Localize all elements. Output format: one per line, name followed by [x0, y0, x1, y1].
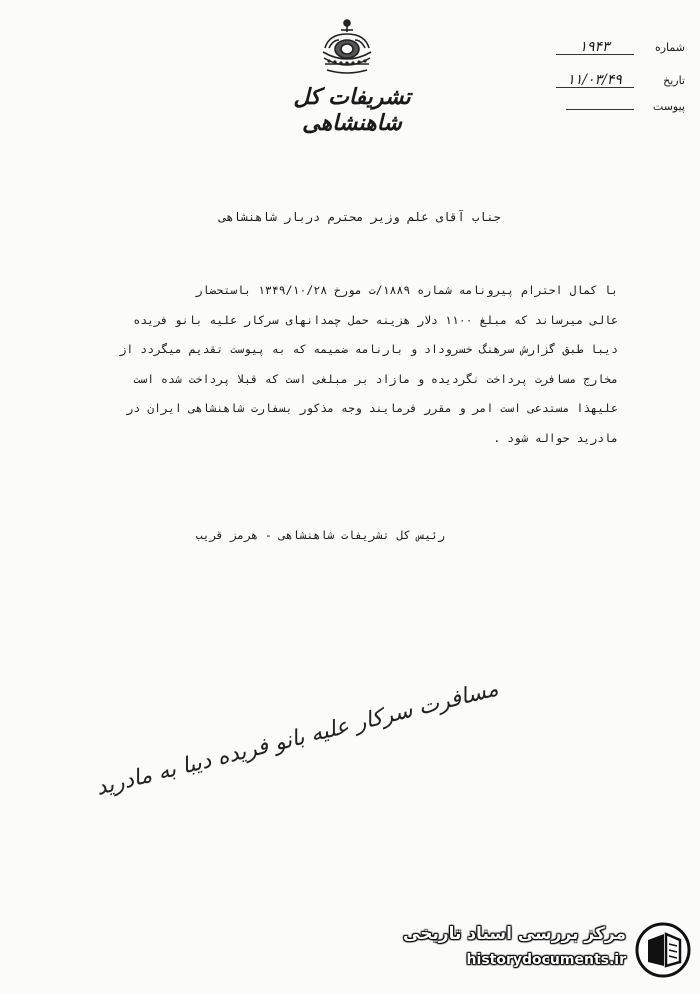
body-line: علیهذا مستدعی است امر و مقرر فرمایند وجه مذکور بسفارت شاهنشاهی ایران در: [126, 401, 618, 415]
document-attachment-value: [566, 109, 634, 110]
watermark-title: مرکز بررسی اسناد تاریخی: [403, 924, 626, 944]
body-line: دیبا طبق گزارش سرهنگ خسروداد و بارنامه ضمیمه که به پیوست تقدیم میگردد از: [119, 342, 618, 356]
signature-line: رئیس کل تشریفات شاهنشاهی - هرمز قریب: [195, 528, 445, 542]
document-attachment-label: پیوست: [652, 100, 685, 113]
watermark: [400, 918, 692, 980]
watermark-url: historydocuments.ir: [466, 952, 626, 968]
document-number-value: ۱۹۴۳: [556, 40, 634, 55]
body-line: مادرید حواله شود .: [493, 430, 618, 445]
handwritten-note: [30, 650, 510, 800]
document-number-label: شماره: [654, 41, 685, 54]
letterhead-title: تشریفات کل شاهنشاهی: [293, 84, 411, 136]
document-date-value: ۱۱/۰۳/۴۹: [556, 73, 634, 88]
body-line: مخارج مسافرت پرداخت نگردیده و مازاد بر مبلغی است که قبلا پرداخت شده است: [133, 371, 618, 386]
letter-body: [98, 276, 618, 453]
document-date-label: تاریخ: [663, 74, 685, 87]
salutation: جناب آقای علم وزیر محترم دربار شاهنشاهی: [219, 210, 501, 224]
document-number-row: [515, 40, 685, 55]
document-attachment-row: [560, 100, 685, 113]
archive-logo-icon: [634, 922, 692, 978]
body-line: عالی میرساند که مبلغ ۱۱۰۰ دلار هزینه حمل چمدانهای سرکار علیه بانو فریده: [133, 312, 618, 327]
document-date-row: [505, 73, 685, 88]
crown-icon: [315, 18, 379, 80]
body-line: با کمال احترام پیرونامه شماره ۱۸۸۹/ت مورخ ۱۳۴۹/۱۰/۲۸ باستحضار: [195, 283, 618, 297]
handwritten-note-text: مسافرت سرکار علیه بانو فریده دیبا به مادرید: [93, 676, 501, 801]
